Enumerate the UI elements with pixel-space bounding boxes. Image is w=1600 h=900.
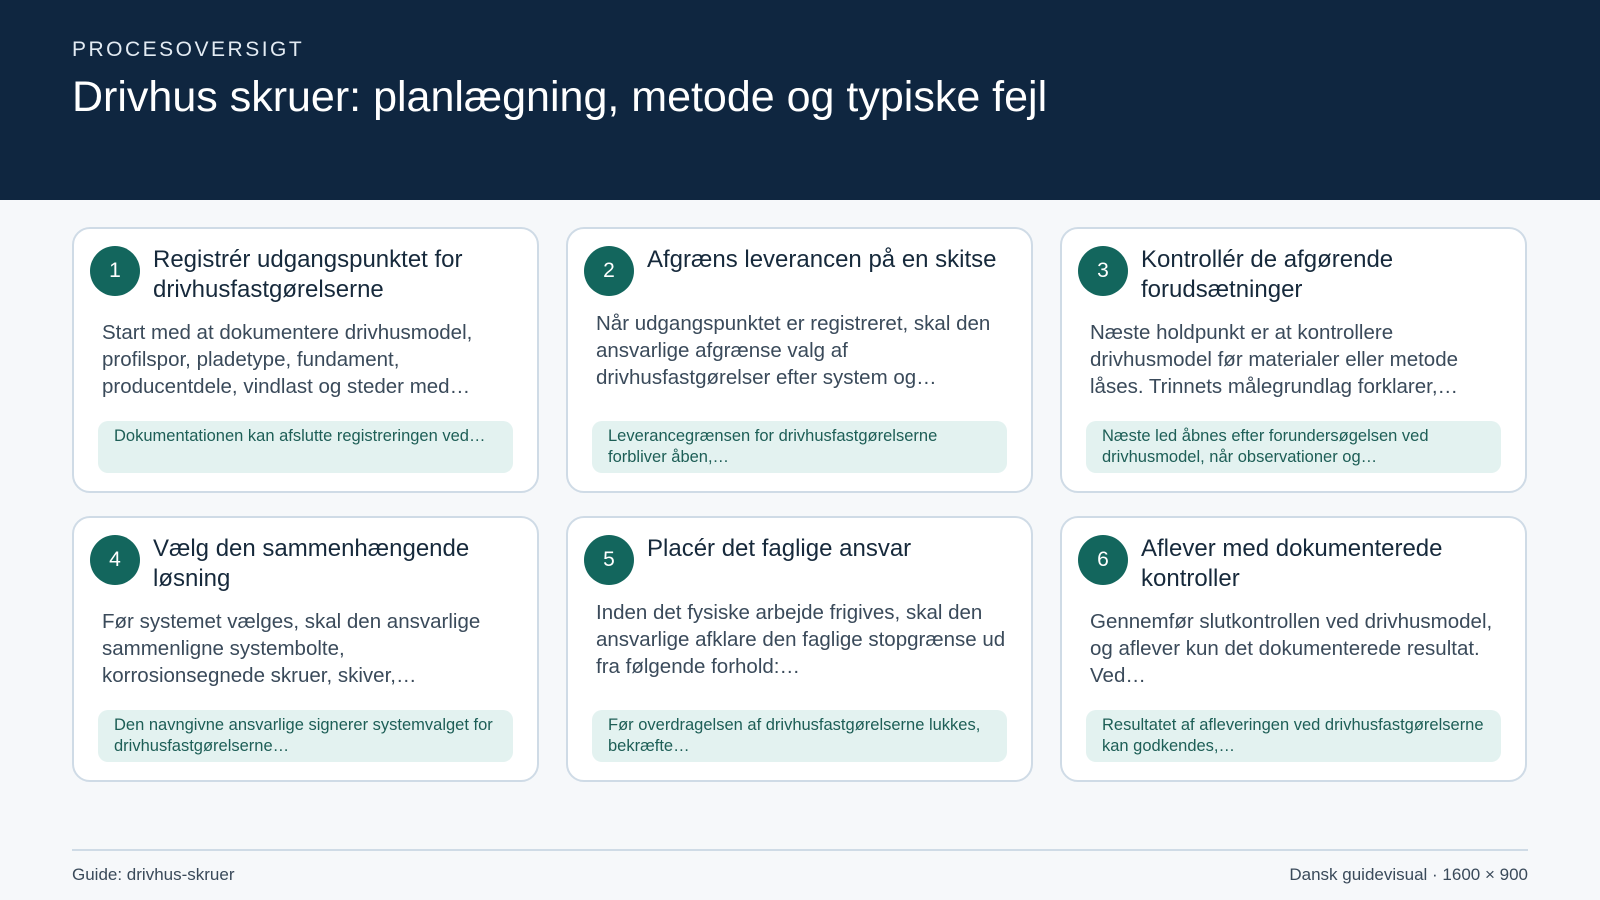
step-description: Næste holdpunkt er at kontrollere drivhusmodel før materialer eller metode låses. Trinnets målegrundlag forklarer,… bbox=[1090, 321, 1459, 398]
step-title: Placér det faglige ansvar bbox=[647, 535, 912, 562]
step-number-badge: 1 bbox=[90, 246, 140, 296]
step-description: Start med at dokumentere drivhusmodel, profilspor, pladetype, fundament, producentdele, vindlast og steder med… bbox=[102, 321, 473, 398]
page-title: Drivhus skruer: planlægning, metode og typiske fejl bbox=[72, 73, 1048, 121]
step-number-badge: 5 bbox=[584, 535, 634, 585]
step-title: Afgræns leverancen på en skitse bbox=[647, 246, 997, 273]
step-note: Næste led åbnes efter forundersøgelsen ved drivhusmodel, når observationer og… bbox=[1086, 421, 1501, 473]
step-title: Registrér udgangspunktet for drivhusfastgørelserne bbox=[153, 246, 463, 303]
step-description: Inden det fysiske arbejde frigives, skal den ansvarlige afklare den faglige stopgrænse ud fra følgende forhold:… bbox=[596, 601, 1006, 678]
step-card-header bbox=[1078, 534, 1501, 594]
step-note: Dokumentationen kan afslutte registreringen ved… bbox=[98, 421, 513, 473]
step-grid bbox=[72, 227, 1527, 782]
step-card-1 bbox=[72, 227, 539, 493]
step-number-badge: 4 bbox=[90, 535, 140, 585]
footer-meta-label: Dansk guidevisual · 1600 × 900 bbox=[1289, 865, 1528, 884]
step-card-2 bbox=[566, 227, 1033, 493]
step-card-3 bbox=[1060, 227, 1527, 493]
step-title: Kontrollér de afgørende forudsætninger bbox=[1141, 246, 1394, 303]
step-card-header bbox=[584, 534, 1007, 585]
step-number-badge: 3 bbox=[1078, 246, 1128, 296]
step-number-badge: 2 bbox=[584, 246, 634, 296]
step-card-header bbox=[584, 245, 1007, 296]
step-card-6 bbox=[1060, 516, 1527, 782]
step-description: Før systemet vælges, skal den ansvarlige sammenligne systembolte, korrosionsegnede skruer, skiver,… bbox=[102, 610, 481, 687]
step-card-5 bbox=[566, 516, 1033, 782]
step-card-4 bbox=[72, 516, 539, 782]
eyebrow-label: PROCESOVERSIGT bbox=[72, 38, 305, 61]
step-title: Aflever med dokumenterede kontroller bbox=[1141, 535, 1443, 592]
step-card-header bbox=[1078, 245, 1501, 305]
step-note: Leverancegrænsen for drivhusfastgørelserne forbliver åben,… bbox=[592, 421, 1007, 473]
page-header bbox=[0, 0, 1600, 200]
step-card-header bbox=[90, 245, 513, 305]
step-description: Gennemfør slutkontrollen ved drivhusmodel, og aflever kun det dokumenterede resultat. Ved… bbox=[1090, 610, 1493, 687]
footer-divider bbox=[72, 849, 1528, 851]
step-description: Når udgangspunktet er registreret, skal den ansvarlige afgrænse valg af drivhusfastgørelser efter system og… bbox=[596, 312, 991, 389]
step-note: Resultatet af afleveringen ved drivhusfastgørelserne kan godkendes,… bbox=[1086, 710, 1501, 762]
step-note: Den navngivne ansvarlige signerer systemvalget for drivhusfastgørelserne… bbox=[98, 710, 513, 762]
step-note: Før overdragelsen af drivhusfastgørelserne lukkes, bekræfte… bbox=[592, 710, 1007, 762]
step-card-header bbox=[90, 534, 513, 594]
step-number-badge: 6 bbox=[1078, 535, 1128, 585]
step-title: Vælg den sammenhængende løsning bbox=[153, 535, 470, 592]
footer-guide-label: Guide: drivhus-skruer bbox=[72, 865, 235, 884]
